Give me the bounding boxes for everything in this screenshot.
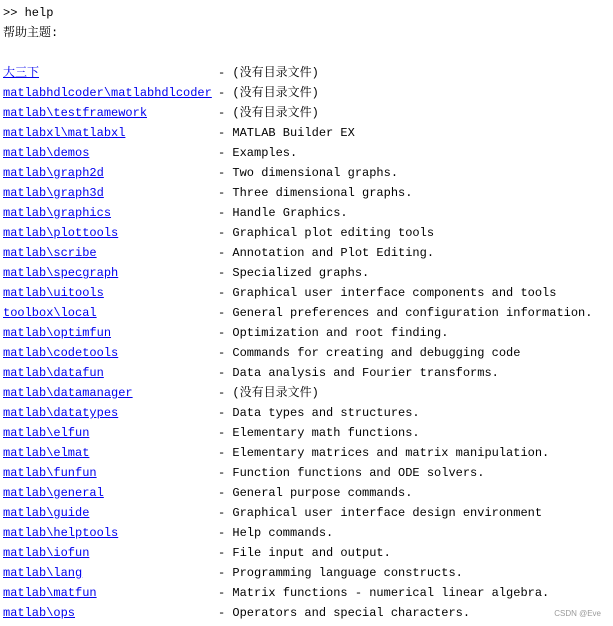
help-topic-row: [3, 543, 608, 563]
help-topic-link[interactable]: matlab\specgraph: [3, 266, 119, 280]
help-topic-row: [3, 343, 608, 363]
help-topic-row: [3, 423, 608, 443]
help-topic-link[interactable]: matlab\matfun: [3, 586, 97, 600]
help-topic-link[interactable]: matlab\lang: [3, 566, 83, 580]
help-topic-description: - (没有目录文件): [218, 386, 319, 400]
help-topic-row: [3, 123, 608, 143]
help-topic-description: - Handle Graphics.: [218, 206, 348, 220]
help-topic-description: - Elementary matrices and matrix manipulation.: [218, 446, 550, 460]
help-topic-row: [3, 83, 608, 103]
help-topic-row: [3, 283, 608, 303]
help-topic-link[interactable]: matlab\elmat: [3, 446, 90, 460]
help-topic-link[interactable]: matlab\uitools: [3, 286, 104, 300]
help-header: 帮助主题:: [3, 26, 59, 40]
help-topic-link[interactable]: matlab\datatypes: [3, 406, 119, 420]
help-topic-description: - Annotation and Plot Editing.: [218, 246, 435, 260]
help-topic-row: [3, 443, 608, 463]
help-topic-row: [3, 303, 608, 323]
help-topic-row: [3, 243, 608, 263]
help-topic-row: [3, 563, 608, 583]
watermark: CSDN @Eve: [554, 609, 601, 618]
help-topic-link[interactable]: matlab\datafun: [3, 366, 104, 380]
help-topic-description: - General preferences and configuration information.: [218, 306, 593, 320]
help-topic-description: - Help commands.: [218, 526, 334, 540]
help-topic-row: [3, 143, 608, 163]
help-topic-link[interactable]: matlab\elfun: [3, 426, 90, 440]
help-topic-description: - Function functions and ODE solvers.: [218, 466, 485, 480]
help-topic-link[interactable]: 大三下: [3, 66, 40, 80]
help-topic-description: - Graphical plot editing tools: [218, 226, 435, 240]
help-topic-description: - Graphical user interface design environment: [218, 506, 543, 520]
help-topic-description: - Elementary math functions.: [218, 426, 420, 440]
help-topic-description: - Operators and special characters.: [218, 606, 471, 620]
help-topic-row: [3, 523, 608, 543]
help-topic-row: [3, 363, 608, 383]
help-topic-description: - Three dimensional graphs.: [218, 186, 413, 200]
help-topic-row: [3, 263, 608, 283]
help-topic-description: - (没有目录文件): [218, 86, 319, 100]
help-topic-link[interactable]: matlab\iofun: [3, 546, 90, 560]
help-topic-link[interactable]: matlab\graph2d: [3, 166, 104, 180]
help-topic-description: - (没有目录文件): [218, 66, 319, 80]
help-topic-link[interactable]: toolbox\local: [3, 306, 97, 320]
help-topics-list: [3, 63, 608, 623]
help-topic-link[interactable]: matlab\guide: [3, 506, 90, 520]
help-topic-link[interactable]: matlab\codetools: [3, 346, 119, 360]
help-topic-row: [3, 483, 608, 503]
help-topic-link[interactable]: matlab\demos: [3, 146, 90, 160]
help-topic-row: [3, 403, 608, 423]
help-topic-link[interactable]: matlab\ops: [3, 606, 76, 620]
help-topic-link[interactable]: matlab\funfun: [3, 466, 97, 480]
help-topic-description: - Commands for creating and debugging code: [218, 346, 521, 360]
help-topic-link[interactable]: matlab\graph3d: [3, 186, 104, 200]
help-topic-description: - Graphical user interface components and tools: [218, 286, 557, 300]
help-topic-row: [3, 223, 608, 243]
help-topic-description: - MATLAB Builder EX: [218, 126, 355, 140]
blank-line: [3, 43, 608, 63]
help-topic-row: [3, 323, 608, 343]
help-topic-link[interactable]: matlab\helptools: [3, 526, 119, 540]
help-topic-row: [3, 463, 608, 483]
help-topic-description: - Specialized graphs.: [218, 266, 370, 280]
command-window[interactable]: [3, 3, 608, 623]
help-topic-row: [3, 163, 608, 183]
help-topic-link[interactable]: matlabxl\matlabxl: [3, 126, 126, 140]
help-topic-row: [3, 183, 608, 203]
help-topic-link[interactable]: matlab\optimfun: [3, 326, 112, 340]
help-topic-description: - Two dimensional graphs.: [218, 166, 399, 180]
help-topic-description: - Optimization and root finding.: [218, 326, 449, 340]
help-topic-row: [3, 583, 608, 603]
help-topic-description: - Programming language constructs.: [218, 566, 463, 580]
help-topic-row: [3, 503, 608, 523]
help-topic-row: [3, 203, 608, 223]
help-topic-link[interactable]: matlab\datamanager: [3, 386, 133, 400]
help-topic-row: [3, 63, 608, 83]
help-topic-description: - Examples.: [218, 146, 298, 160]
help-topic-link[interactable]: matlab\scribe: [3, 246, 97, 260]
command-prompt-line: >> help: [3, 6, 54, 20]
help-topic-link[interactable]: matlab\testframework: [3, 106, 148, 120]
help-topic-link[interactable]: matlabhdlcoder\matlabhdlcoder: [3, 86, 212, 100]
help-topic-description: - File input and output.: [218, 546, 391, 560]
help-topic-link[interactable]: matlab\graphics: [3, 206, 112, 220]
help-topic-description: - Data analysis and Fourier transforms.: [218, 366, 499, 380]
help-topic-description: - Matrix functions - numerical linear algebra.: [218, 586, 550, 600]
help-topic-description: - General purpose commands.: [218, 486, 413, 500]
help-topic-description: - Data types and structures.: [218, 406, 420, 420]
help-topic-row: [3, 383, 608, 403]
help-topic-row: [3, 103, 608, 123]
help-topic-row: [3, 603, 608, 623]
help-topic-link[interactable]: matlab\plottools: [3, 226, 119, 240]
help-topic-description: - (没有目录文件): [218, 106, 319, 120]
help-topic-link[interactable]: matlab\general: [3, 486, 104, 500]
